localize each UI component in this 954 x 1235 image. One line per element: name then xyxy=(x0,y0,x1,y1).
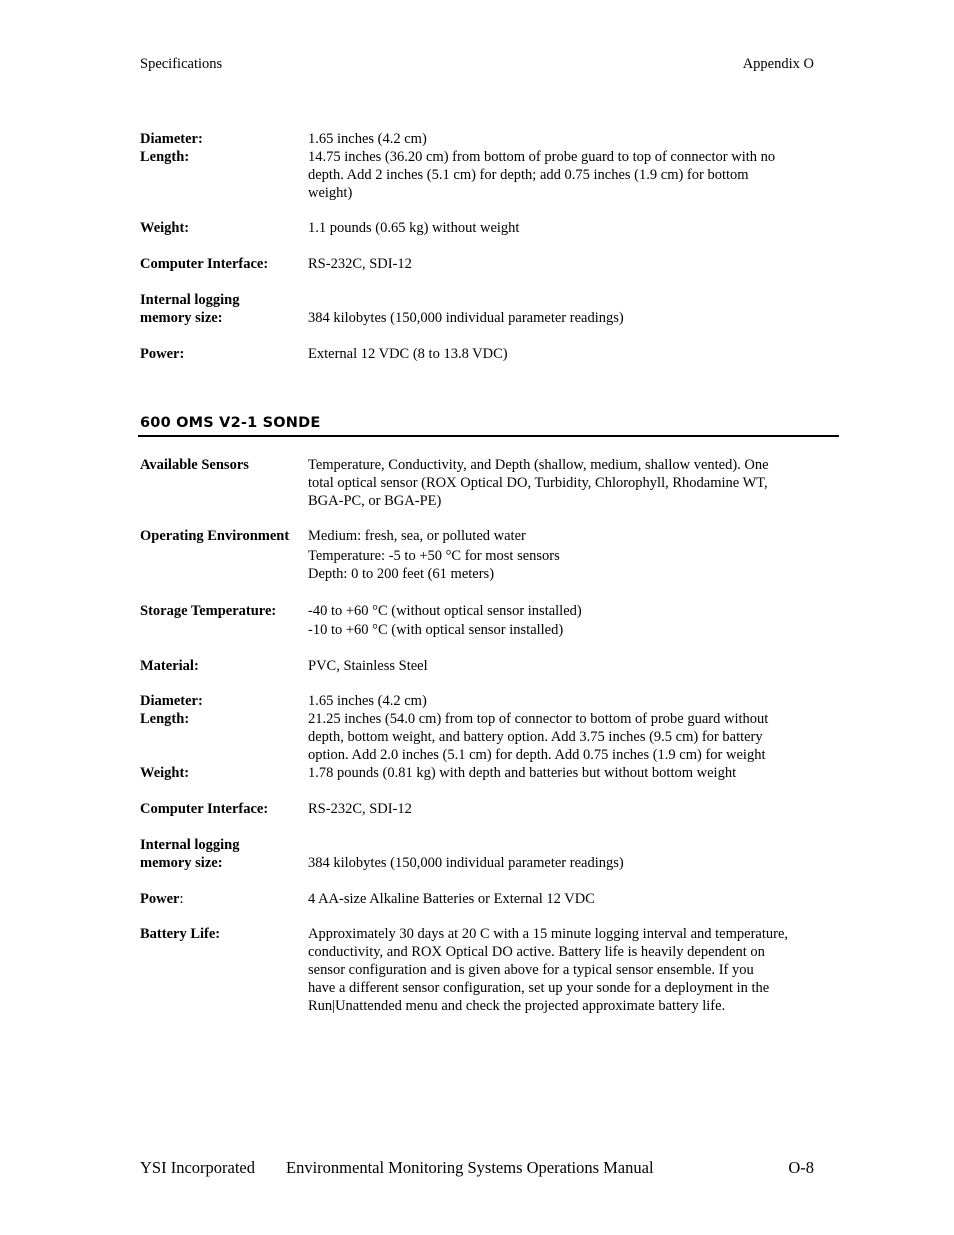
oms-logging-value: 384 kilobytes (150,000 individual parameter readings) xyxy=(308,855,624,871)
battery-label: Battery Life: xyxy=(140,926,221,942)
oms-weight-value: 1.78 pounds (0.81 kg) with depth and batteries but without bottom weight xyxy=(308,765,737,781)
battery-line-2: conductivity, and ROX Optical DO active. Battery life is heavily dependent on xyxy=(308,944,765,960)
header-left: Specifications xyxy=(140,56,223,72)
oms-length-line-3: option. Add 2.0 inches (5.1 cm) for depth. Add 0.75 inches (1.9 cm) for weight xyxy=(308,747,766,763)
logging-value: 384 kilobytes (150,000 individual parameter readings) xyxy=(308,310,624,326)
diameter-value: 1.65 inches (4.2 cm) xyxy=(308,131,427,147)
storage-line-1: -40 to +60 °C (without optical sensor installed) xyxy=(308,603,582,619)
power-label: Power: xyxy=(140,346,185,362)
sensors-line-2: total optical sensor (ROX Optical DO, Turbidity, Chlorophyll, Rhodamine WT, xyxy=(308,475,768,491)
oms-power-colon: : xyxy=(179,891,184,907)
length-line-3: weight) xyxy=(308,185,353,201)
oms-logging-label-2: memory size: xyxy=(140,855,223,871)
oms-interface-label: Computer Interface: xyxy=(140,801,269,817)
length-line-2: depth. Add 2 inches (5.1 cm) for depth; add 0.75 inches (1.9 cm) for bottom xyxy=(308,167,749,183)
section-title: 600 OMS V2-1 SONDE xyxy=(140,415,321,431)
oms-power-value: 4 AA-size Alkaline Batteries or External 12 VDC xyxy=(308,891,595,907)
sensors-label: Available Sensors xyxy=(140,457,249,473)
oms-diameter-value: 1.65 inches (4.2 cm) xyxy=(308,693,427,709)
interface-label: Computer Interface: xyxy=(140,256,269,272)
storage-label: Storage Temperature: xyxy=(140,603,277,619)
footer-company: YSI Incorporated xyxy=(140,1158,256,1177)
oms-power-label xyxy=(140,890,183,908)
power-value: External 12 VDC (8 to 13.8 VDC) xyxy=(308,346,508,362)
env-line-3: Depth: 0 to 200 feet (61 meters) xyxy=(308,566,495,582)
footer-page-number: O-8 xyxy=(788,1158,814,1177)
env-line-1: Medium: fresh, sea, or polluted water xyxy=(308,528,526,544)
oms-length-label: Length: xyxy=(140,711,190,727)
sensors-line-1: Temperature, Conductivity, and Depth (shallow, medium, shallow vented). One xyxy=(308,457,769,473)
length-line-1: 14.75 inches (36.20 cm) from bottom of probe guard to top of connector with no xyxy=(308,149,776,165)
sensors-line-3: BGA-PC, or BGA-PE) xyxy=(308,493,442,509)
material-value: PVC, Stainless Steel xyxy=(308,658,428,674)
oms-logging-label-1: Internal logging xyxy=(140,837,240,853)
footer-manual: Environmental Monitoring Systems Operations Manual xyxy=(286,1158,654,1177)
weight-value: 1.1 pounds (0.65 kg) without weight xyxy=(308,220,520,236)
diameter-label: Diameter: xyxy=(140,131,203,147)
oms-power-label-text: Power xyxy=(140,891,180,907)
oms-length-line-1: 21.25 inches (54.0 cm) from top of connector to bottom of probe guard without xyxy=(308,711,769,727)
logging-label-1: Internal logging xyxy=(140,292,240,308)
oms-interface-value: RS-232C, SDI-12 xyxy=(308,801,412,817)
weight-label: Weight: xyxy=(140,220,190,236)
oms-weight-label: Weight: xyxy=(140,765,190,781)
interface-value: RS-232C, SDI-12 xyxy=(308,256,412,272)
length-label: Length: xyxy=(140,149,190,165)
oms-diameter-label: Diameter: xyxy=(140,693,203,709)
battery-line-3: sensor configuration and is given above for a typical sensor ensemble. If you xyxy=(308,962,754,978)
header-right: Appendix O xyxy=(742,56,814,72)
env-line-2: Temperature: -5 to +50 °C for most sensors xyxy=(308,548,560,564)
battery-line-5: Run|Unattended menu and check the projected approximate battery life. xyxy=(308,998,726,1014)
section-rule xyxy=(138,435,839,437)
battery-line-4: have a different sensor configuration, set up your sonde for a deployment in the xyxy=(308,980,770,996)
env-label: Operating Environment xyxy=(140,528,290,544)
battery-line-1: Approximately 30 days at 20 C with a 15 minute logging interval and temperature, xyxy=(308,926,789,942)
oms-length-line-2: depth, bottom weight, and battery option. Add 3.75 inches (9.5 cm) for battery xyxy=(308,729,763,745)
logging-label-2: memory size: xyxy=(140,310,223,326)
storage-line-2: -10 to +60 °C (with optical sensor installed) xyxy=(308,622,564,638)
material-label: Material: xyxy=(140,658,199,674)
